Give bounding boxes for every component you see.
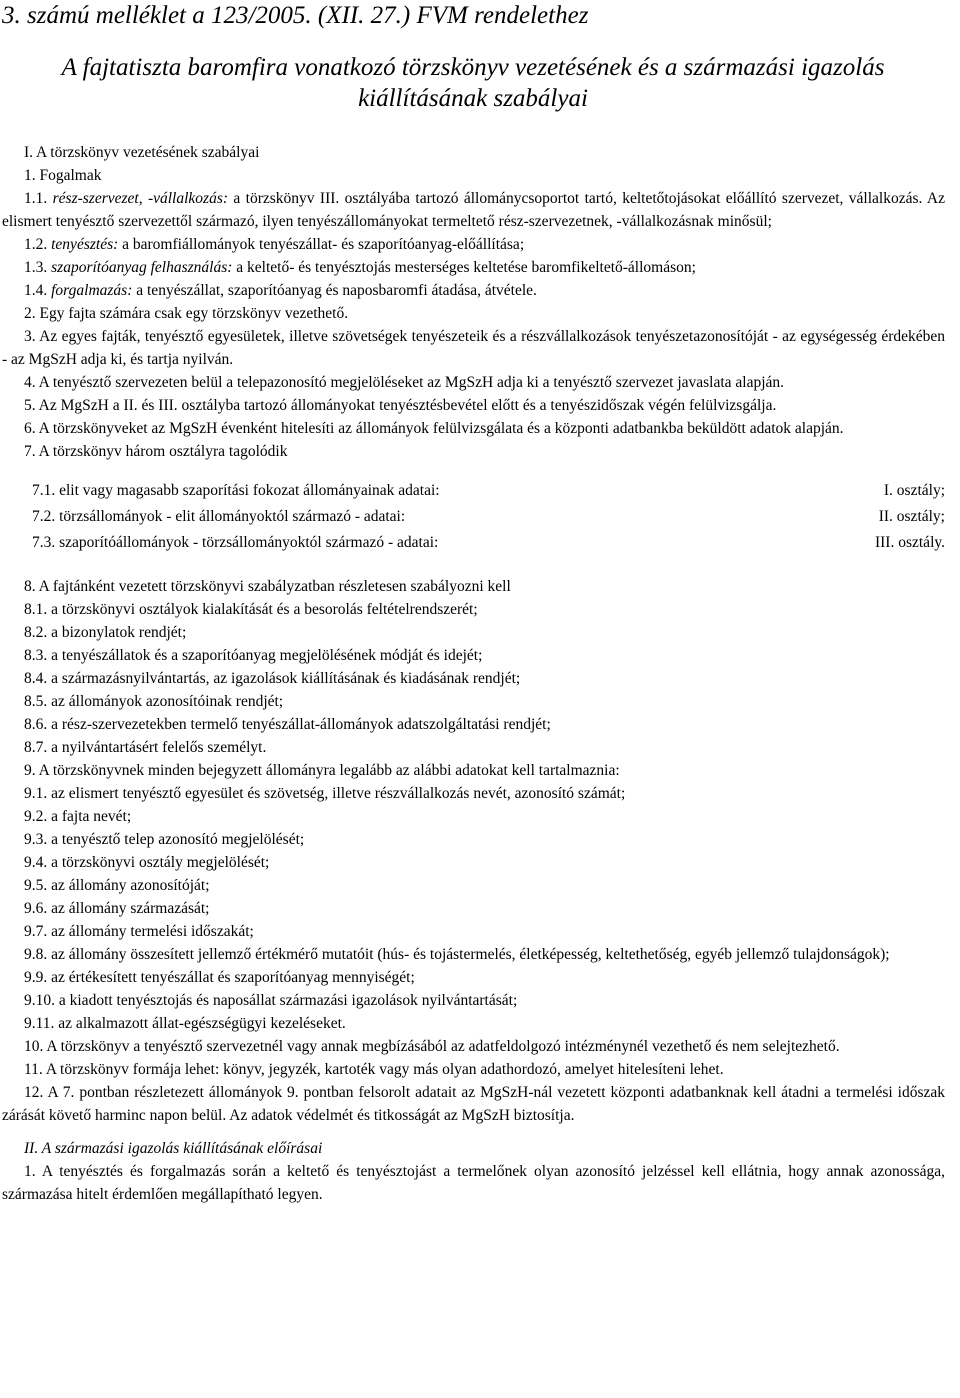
paragraph-12: 12. A 7. pontban részletezett állományok 9. pontban felsorolt adatait az MgSzH-nál vezetett központi adatbanknak kell átadni a termelési időszak zárását követő harminc napon belül. Az adatok védelmét és titkosságát az MgSzH biztosítja.	[2, 1084, 945, 1124]
definition-text: a törzskönyv III. osztályába tartozó állománycsoportot tartó, keltetőtojásokat előállító szervezet, vállalkozás. Az elismert tenyésztő szervezettől származó, ilyen tenyészállományokat termeltető rész-szervezetnek, -vállalkozásnak minősül;	[2, 190, 945, 230]
paragraph-9-3: 9.3. a tenyésztő telep azonosító megjelölését;	[24, 831, 305, 848]
paragraph-9-5: 9.5. az állomány azonosítóját;	[24, 877, 210, 894]
paragraph-8-7: 8.7. a nyilvántartásért felelős személyt.	[24, 739, 267, 756]
defined-term: forgalmazás:	[51, 282, 133, 299]
paragraph-11: 11. A törzskönyv formája lehet: könyv, jegyzék, kartoték vagy más olyan adathordozó, amelyet hitelesíteni lehet.	[24, 1061, 724, 1078]
title-line-2: kiállításának szabályai	[358, 85, 588, 112]
class-description: 7.2. törzsállományok - elit állományoktól származó - adatai:	[32, 508, 406, 525]
class-row	[2, 479, 945, 505]
item-number: 1.4.	[24, 282, 52, 299]
paragraph-9-1: 9.1. az elismert tenyésztő egyesület és szövetség, illetve részvállalkozás nevét, azonosító számát;	[24, 785, 626, 802]
paragraph-9-10: 9.10. a kiadott tenyésztojás és naposállat származási igazolások nyilvántartását;	[24, 992, 518, 1009]
paragraph-4: 4. A tenyésztő szervezeten belül a telepazonosító megjelöléseket az MgSzH adja ki a tenyésztő szervezet javaslata alapján.	[24, 374, 785, 391]
class-description: 7.3. szaporítóállományok - törzsállományoktól származó - adatai:	[32, 534, 439, 551]
document-body	[2, 141, 945, 1206]
definition-text: a tenyészállat, szaporítóanyag és naposbaromfi átadása, átvétele.	[132, 282, 537, 299]
paragraph-9-6: 9.6. az állomány származását;	[24, 900, 210, 917]
class-label: II. osztály;	[878, 508, 945, 525]
paragraph-7: 7. A törzskönyv három osztályra tagolódik	[24, 443, 288, 460]
paragraph-2: 2. Egy fajta számára csak egy törzskönyv vezethető.	[24, 305, 349, 322]
paragraph-8: 8. A fajtánként vezetett törzskönyvi szabályzatban részletesen szabályozni kell	[24, 578, 511, 595]
class-label: I. osztály;	[883, 482, 945, 499]
paragraph-1-3	[2, 256, 945, 279]
paragraph-1-2	[2, 233, 945, 256]
paragraph-8-1: 8.1. a törzskönyvi osztályok kialakítását és a besorolás feltételrendszerét;	[24, 601, 478, 618]
item-number: 1.3.	[24, 259, 52, 276]
paragraph-8-3: 8.3. a tenyészállatok és a szaporítóanyag megjelölésének módját és idejét;	[24, 647, 483, 664]
section-2-paragraph-1: 1. A tenyésztés és forgalmazás során a keltető és tenyésztojást a termelőnek olyan azonosító jelzéssel kell ellátnia, hogy annak azonossága, származása hitelt érdemlően megállapítható legyen.	[2, 1163, 945, 1203]
paragraph-5: 5. Az MgSzH a II. és III. osztályba tartozó állományokat tenyésztésbevétel előtt és a tenyészidőszak végén felülvizsgálja.	[24, 397, 777, 414]
class-description: 7.1. elit vagy magasabb szaporítási fokozat állományainak adatai:	[32, 482, 440, 499]
paragraph-9: 9. A törzskönyvnek minden bejegyzett állományra legalább az alábbi adatokat kell tartalmaznia:	[24, 762, 620, 779]
defined-term: rész-szervezet, -vállalkozás:	[52, 190, 229, 207]
paragraph-9-7: 9.7. az állomány termelési időszakát;	[24, 923, 254, 940]
class-row	[2, 505, 945, 531]
document-header: 3. számú melléklet a 123/2005. (XII. 27.) FVM rendelethez	[2, 2, 589, 29]
paragraph-9-9: 9.9. az értékesített tenyészállat és szaporítóanyag mennyiségét;	[24, 969, 415, 986]
paragraph-8-6: 8.6. a rész-szervezetekben termelő tenyészállat-állományok adatszolgáltatási rendjét;	[24, 716, 551, 733]
class-row	[2, 531, 945, 557]
class-label: III. osztály.	[874, 534, 945, 551]
paragraph-6: 6. A törzskönyveket az MgSzH évenként hitelesíti az állományok felülvizsgálata és a központi adatbankba beküldött adatok alapján.	[24, 420, 844, 437]
class-table	[2, 479, 945, 557]
paragraph-1: 1. Fogalmak	[24, 167, 102, 184]
definition-text: a baromfiállományok tenyészállat- és szaporítóanyag-előállítása;	[118, 236, 525, 253]
paragraph-8-2: 8.2. a bizonylatok rendjét;	[24, 624, 187, 641]
paragraph-9-8: 9.8. az állomány összesített jellemző értékmérő mutatóit (hús- és tojástermelés, életképesség, keltethetőség, egyéb jellemző tulajdonságok);	[24, 946, 890, 963]
defined-term: tenyésztés:	[51, 236, 119, 253]
paragraph-3: 3. Az egyes fajták, tenyésztő egyesületek, illetve szövetségek tenyészeteik és a részvállalkozások tenyészetazonosítóját - az egységesség érdekében - az MgSzH adja ki, és tartja nyilván.	[2, 328, 945, 368]
defined-term: szaporítóanyag felhasználás:	[51, 259, 233, 276]
paragraph-1-4	[2, 279, 945, 302]
title-line-1: A fajtatiszta baromfira vonatkozó törzskönyv vezetésének és a származási igazolás	[61, 54, 885, 81]
paragraph-9-4: 9.4. a törzskönyvi osztály megjelölését;	[24, 854, 270, 871]
section-1-heading: I. A törzskönyv vezetésének szabályai	[24, 144, 260, 161]
paragraph-9-11: 9.11. az alkalmazott állat-egészségügyi kezeléseket.	[24, 1015, 346, 1032]
paragraph-1-1	[2, 187, 945, 233]
definition-text: a keltető- és tenyésztojás mesterséges keltetése baromfikeltető-állomáson;	[232, 259, 696, 276]
document-title	[0, 52, 946, 114]
paragraph-10: 10. A törzskönyv a tenyésztő szervezetnél vagy annak megbízásából az adatfeldolgozó intézménynél vezethető és nem selejtezhető.	[24, 1038, 840, 1055]
item-number: 1.1.	[24, 190, 53, 207]
paragraph-8-5: 8.5. az állományok azonosítóinak rendjét;	[24, 693, 284, 710]
paragraph-8-4: 8.4. a származásnyilvántartás, az igazolások kiállításának és kiadásának rendjét;	[24, 670, 521, 687]
item-number: 1.2.	[24, 236, 52, 253]
section-2-heading: II. A származási igazolás kiállításának előírásai	[24, 1140, 323, 1157]
paragraph-9-2: 9.2. a fajta nevét;	[24, 808, 132, 825]
